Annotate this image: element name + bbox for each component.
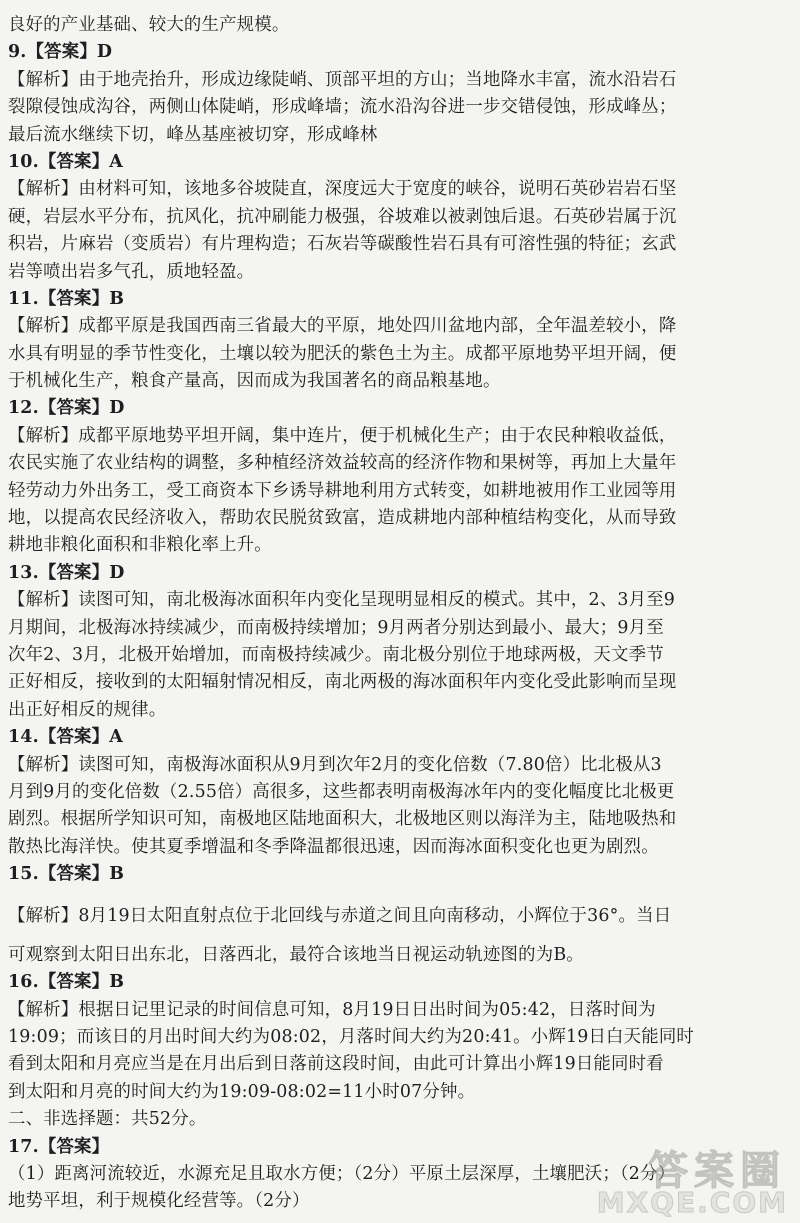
explanation-13-line-3: 次年2、3月，北极开始增加，而南极持续减少。南北极分别位于地球两极，天文季节 [8,644,664,665]
explanation-11-line-2: 水具有明显的季节性变化，土壤以较为肥沃的紫色土为主。成都平原地势平坦开阔，便 [8,343,677,364]
explanation-9-line-3: 最后流水继续下切，峰丛基座被切穿，形成峰林 [8,124,378,145]
explanation-12-line-4: 地，以提高农民经济收入，帮助农民脱贫致富，造成耕地内部种植结构变化，从而导致 [8,508,677,529]
explanation-12-line-2: 农民实施了农业结构的调整，多种植经济效益较高的经济作物和果树等，再加上大量年 [8,453,677,474]
answer-17-heading: 17.【答案】 [8,1136,110,1157]
explanation-9-line-2: 裂隙侵蚀成沟谷，两侧山体陡峭，形成峰墙；流水沿沟谷进一步交错侵蚀，形成峰丛； [8,97,677,118]
answer-9-heading: 9.【答案】D [8,42,113,63]
explanation-12-line-1: 【解析】成都平原地势平坦开阔，集中连片，便于机械化生产；由于农民种粮收益低， [8,425,677,446]
explanation-10-line-2: 硬，岩层水平分布，抗风化，抗冲刷能力极强，谷坡难以被剥蚀后退。石英砂岩属于沉 [8,206,677,227]
explanation-9-line-1: 【解析】由于地壳抬升，形成边缘陡峭、顶部平坦的方山；当地降水丰富，流水沿岩石 [8,69,677,90]
answer-13-heading: 13.【答案】D [8,562,125,583]
watermark-cn-text: 答案圈 [648,1148,786,1194]
section-heading-non-choice: 二、非选择题：共52分。 [8,1109,207,1130]
answer-17-line-1: （1）距离河流较近，水源充足且取水方便；（2分）平原土层深厚，土壤肥沃；（2分） [8,1164,676,1185]
explanation-13-line-2: 月期间，北极海冰持续减少，而南极持续增加；9月两者分别达到最小、最大；9月至 [8,617,664,638]
explanation-10-line-3: 积岩，片麻岩（变质岩）有片理构造；石灰岩等碳酸性岩石具有可溶性强的特征；玄武 [8,234,677,255]
answer-16-heading: 16.【答案】B [8,972,125,993]
explanation-15-line-1: 【解析】8月19日太阳直射点位于北回线与赤道之间且向南移动，小辉位于36°。当日 [8,905,672,926]
watermark-en-text: MXQE.COM [596,1186,788,1219]
explanation-10-line-4: 岩等喷出岩多气孔，质地轻盈。 [8,261,255,282]
explanation-16-line-1: 【解析】根据日记里记录的时间信息可知，8月19日日出时间为05:42，日落时间为 [8,999,656,1020]
answer-12-heading: 12.【答案】D [8,398,125,419]
explanation-13-line-1: 【解析】读图可知，南北极海冰面积年内变化呈现明显相反的模式。其中，2、3月至9 [8,590,676,611]
watermark-logo [596,1139,794,1219]
explanation-14-line-4: 散热比海洋快。使其夏季增温和冬季降温都很迅速，因而海冰面积变化也更为剧烈。 [8,836,659,857]
explanation-11-line-1: 【解析】成都平原是我国西南三省最大的平原，地处四川盆地内部，全年温差较小，降 [8,316,677,337]
explanation-16-line-2: 19:09；而该日的月出时间大约为08:02，月落时间大约为20:41。小辉19日白天能同时 [8,1027,695,1048]
answer-page [8,12,792,1216]
text-line-0: 良好的产业基础、较大的生产规模。 [8,15,290,35]
explanation-12-line-5: 耕地非粮化面积和非粮化率上升。 [8,535,272,556]
explanation-16-line-3: 看到太阳和月亮应当是在月出后到日落前这段时间，由此可计算出小辉19日能同时看 [8,1054,664,1075]
explanation-16-line-4: 到太阳和月亮的时间大约为19:09-08:02=11小时07分钟。 [8,1081,476,1102]
answer-11-heading: 11.【答案】B [8,288,125,309]
answer-17-line-2: 地势平坦，利于规模化经营等。（2分） [8,1191,310,1212]
explanation-13-line-5: 出正好相反的规律。 [8,699,167,720]
explanation-13-line-4: 正好相反，接收到的太阳辐射情况相反，南北两极的海冰面积年内变化受此影响而呈现 [8,672,677,693]
explanation-12-line-3: 轻劳动力外出务工，受工商资本下乡诱导耕地利用方式转变，如耕地被用作工业园等用 [8,480,677,501]
explanation-14-line-1: 【解析】读图可知，南极海冰面积从9月到次年2月的变化倍数（7.80倍）比北极从3 [8,754,662,775]
explanation-11-line-3: 于机械化生产，粮食产量高，因而成为我国著名的商品粮基地。 [8,371,501,392]
explanation-14-line-2: 月到9月的变化倍数（2.55倍）高很多，这些都表明南极海冰年内的变化幅度比北极更 [8,781,675,802]
explanation-14-line-3: 剧烈。根据所学知识可知，南极地区陆地面积大，北极地区则以海洋为主，陆地吸热和 [8,809,677,830]
answer-10-heading: 10.【答案】A [8,151,123,172]
explanation-15-line-2: 可观察到太阳日出东北，日落西北，最符合该地当日视运动轨迹图的为B。 [8,944,584,965]
answer-14-heading: 14.【答案】A [8,727,123,748]
explanation-10-line-1: 【解析】由材料可知，该地多谷坡陡直，深度远大于宽度的峡谷，说明石英砂岩岩石坚 [8,179,677,200]
answer-15-heading: 15.【答案】B [8,864,125,885]
